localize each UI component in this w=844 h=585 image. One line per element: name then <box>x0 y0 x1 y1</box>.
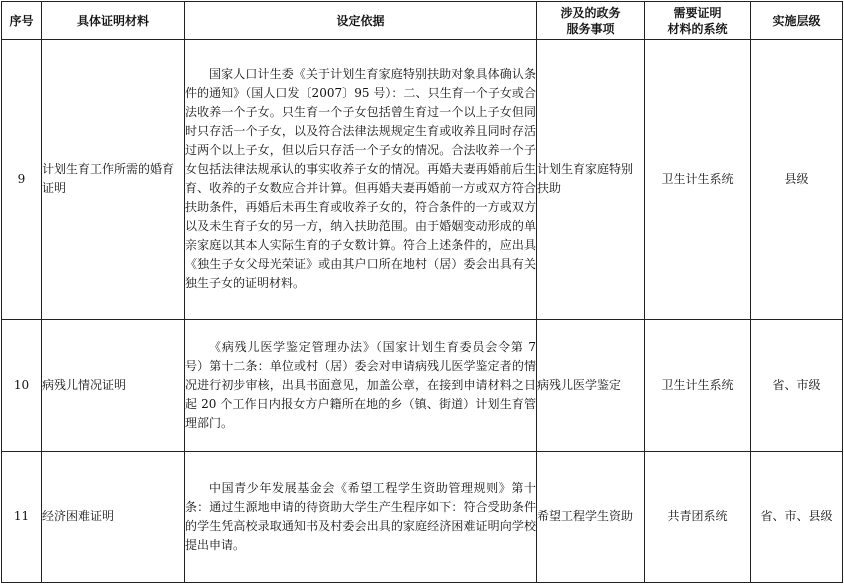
header-material: 具体证明材料 <box>42 2 185 40</box>
row-seq: 11 <box>2 451 42 582</box>
row-material: 病残儿情况证明 <box>42 319 185 451</box>
table-row <box>2 451 843 582</box>
header-seq: 序号 <box>2 2 42 40</box>
row-service: 病残儿医学鉴定 <box>537 319 645 451</box>
row-level: 省、市、县级 <box>751 451 843 582</box>
row-basis <box>185 40 537 320</box>
row-basis <box>185 319 537 451</box>
row-material: 计划生育工作所需的婚育证明 <box>42 40 185 320</box>
row-seq: 10 <box>2 319 42 451</box>
row-seq: 9 <box>2 40 42 320</box>
row-level: 县级 <box>751 40 843 320</box>
header-service-line-1: 涉及的政务 <box>560 5 621 20</box>
certification-materials-table <box>1 1 843 583</box>
row-system: 共青团系统 <box>645 451 751 582</box>
table-row <box>2 40 843 320</box>
header-basis: 设定依据 <box>185 2 537 40</box>
header-level: 实施层级 <box>751 2 843 40</box>
header-system-line-2: 材料的系统 <box>667 21 728 36</box>
header-row <box>2 2 843 40</box>
header-service-line-2: 服务事项 <box>566 21 615 36</box>
row-service: 希望工程学生资助 <box>537 451 645 582</box>
row-level: 省、市级 <box>751 319 843 451</box>
header-system <box>645 2 751 40</box>
row-basis-text: 国家人口计生委《关于计划生育家庭特别扶助对象具体确认条件的通知》（国人口发〔2007〕95 号）：二、只生育一个子女或合法收养一个子女。只生育一个子女包括曾生育过一个以上子女但同时只存活一个子女，以及符合法律法规规定生育或收养且同时存活过两个以上子女，但以后只存活一个子女的情况。合法收养一个子女包括法律法规承认的事实收养子女的情况。再婚夫妻再婚前后生育、收养的子女数应合并计算。但再婚夫妻再婚前一方或双方符合扶助条件，再婚后未再生育或收养子女的，符合条件的一方或双方以及未生育子女的另一方，纳入扶助范围。由于婚姻变动形成的单亲家庭以其本人实际生育的子女数计算。符合上述条件的，应出具《独生子女父母光荣证》或由其户口所在地村（居）委会出具有关独生子女的证明材料。 <box>185 67 536 291</box>
row-basis-text: 中国青少年发展基金会《希望工程学生资助管理规则》第十条：通过生源地申请的待资助大学生产生程序如下：符合受助条件的学生凭高校录取通知书及村委会出具的家庭经济困难证明向学校提出申请。 <box>185 480 536 552</box>
header-system-line-1: 需要证明 <box>673 5 722 20</box>
table-row <box>2 319 843 451</box>
row-basis <box>185 451 537 582</box>
row-system: 卫生计生系统 <box>645 40 751 320</box>
row-material: 经济困难证明 <box>42 451 185 582</box>
row-basis-text: 《病残儿医学鉴定管理办法》（国家计划生育委员会令第 7 号）第十二条：单位或村（居）委会对申请病残儿医学鉴定者的情况进行初步审核，出具书面意见，加盖公章，在接到申请材料之日起 20 个工作日内报女方户籍所在地的乡（镇、街道）计划生育管理部门。 <box>185 339 536 430</box>
header-service <box>537 2 645 40</box>
row-service: 计划生育家庭特别扶助 <box>537 40 645 320</box>
row-system: 卫生计生系统 <box>645 319 751 451</box>
